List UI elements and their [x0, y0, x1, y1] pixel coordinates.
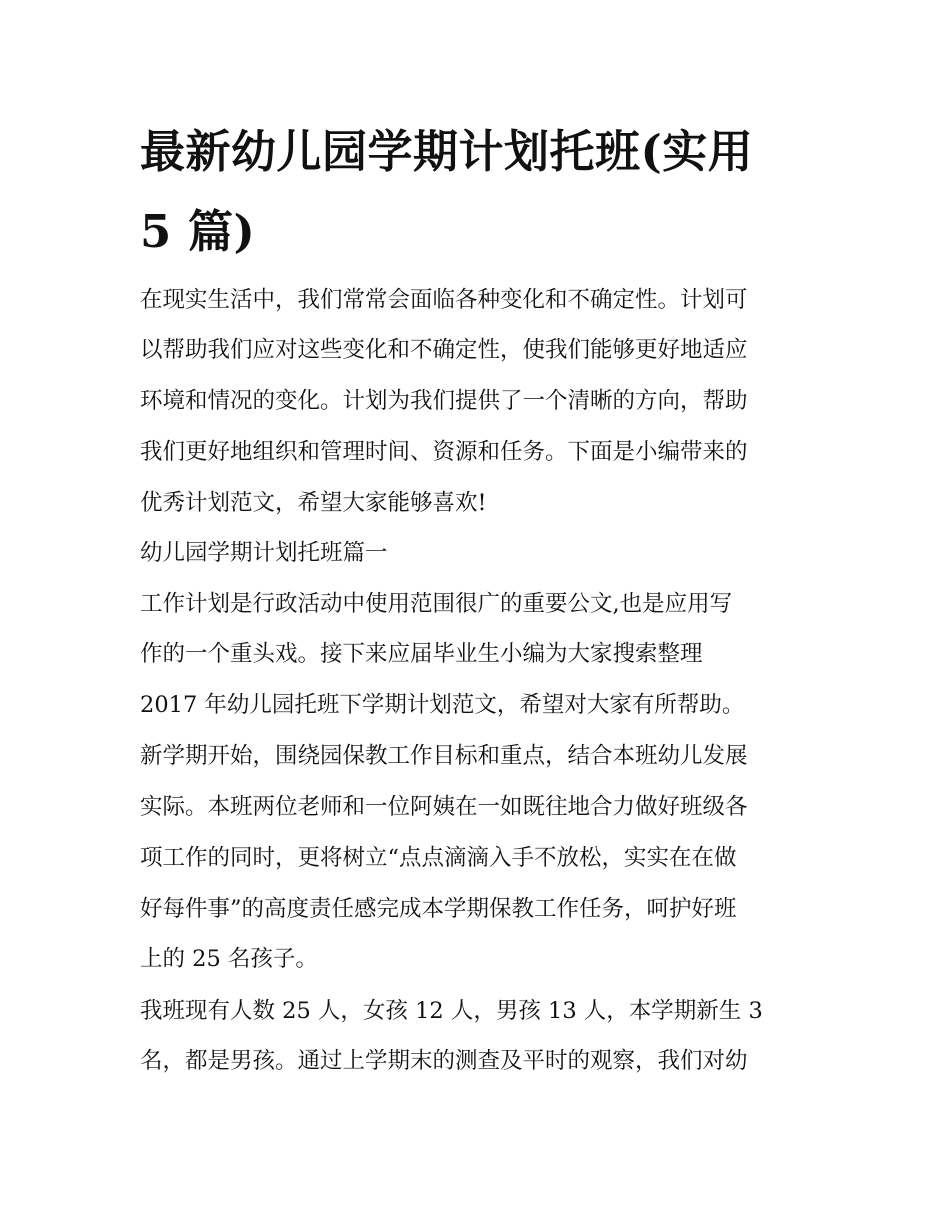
- section-heading: 幼儿园学期计划托班篇一: [140, 540, 388, 566]
- title-line-1: 最新幼儿园学期计划托班(实用: [140, 125, 754, 178]
- body-line-4: 我们更好地组织和管理时间、资源和任务。下面是小编带来的: [140, 439, 748, 465]
- body-line-8: 作的一个重头戏。接下来应届毕业生小编为大家搜索整理: [140, 641, 703, 667]
- document-title: [140, 112, 820, 272]
- body-line-7: 工作计划是行政活动中使用范围很广的重要公文,也是应用写: [140, 591, 733, 617]
- body-line-3: 环境和情况的变化。计划为我们提供了一个清晰的方向，帮助: [140, 388, 748, 414]
- body-line-1: 在现实生活中，我们常常会面临各种变化和不确定性。计划可: [140, 287, 748, 313]
- body-line-11: 实际。本班两位老师和一位阿姨在一如既往地合力做好班级各: [140, 794, 748, 820]
- title-line-2: 5 篇): [140, 205, 256, 258]
- body-line-5: 优秀计划范文，希望大家能够喜欢!: [140, 490, 487, 516]
- body-line-9: 2017 年幼儿园托班下学期计划范文，希望对大家有所帮助。: [140, 692, 745, 718]
- body-line-15: 我班现有人数 25 人，女孩 12 人，男孩 13 人，本学期新生 3: [140, 998, 763, 1024]
- body-line-2: 以帮助我们应对这些变化和不确定性，使我们能够更好地适应: [140, 337, 748, 363]
- body-line-10: 新学期开始，围绕园保教工作目标和重点，结合本班幼儿发展: [140, 743, 748, 769]
- body-line-16: 名，都是男孩。通过上学期末的测查及平时的观察，我们对幼: [140, 1048, 748, 1074]
- body-line-12: 项工作的同时，更将树立“点点滴滴入手不放松，实实在在做: [140, 845, 737, 871]
- body-line-13: 好每件事”的高度责任感完成本学期保教工作任务，呵护好班: [140, 896, 737, 922]
- body-line-14: 上的 25 名孩子。: [140, 946, 318, 972]
